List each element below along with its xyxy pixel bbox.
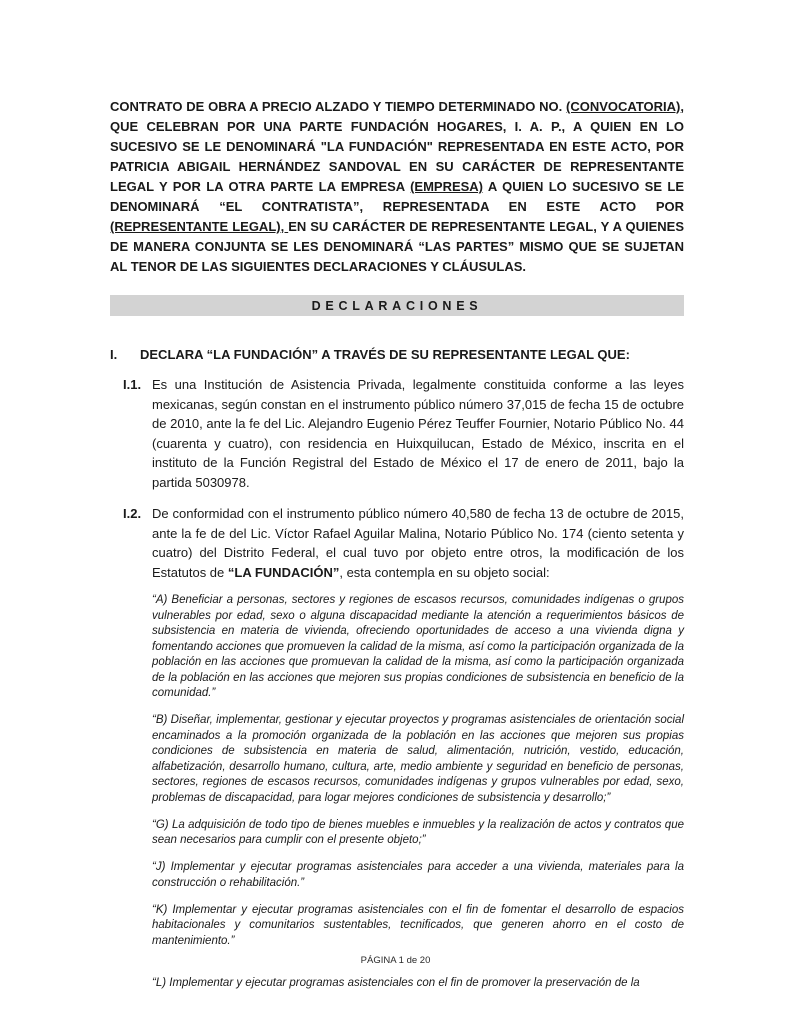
statute-quote-a: “A) Beneficiar a personas, sectores y regiones de escasos recursos, comunidades indígenas o grupos vulnerables por edad, sexo o alguna discapacidad mediante la atención a requerimientos básicos de subsistencia en materia de vivienda, ofreciendo oportunidades de acceso a una vivienda digna y fomentando acciones que promueven la calidad de la misma, así como la participación organizada de la población en las acciones que promuevan la calidad de la misma, así como la participación organizada de la población en las acciones que mejoren sus propias condiciones de subsistencia en beneficio de la comunidad.” <box>152 594 684 699</box>
item-i2-text <box>152 504 684 582</box>
item-i1-number: I.1. <box>123 377 142 392</box>
item-i2-text-before: De conformidad con el instrumento público número 40,580 de fecha 13 de octubre de 2015, ante la fe de del Lic. Víctor Rafael Aguilar Malina, Notario Público No. 174 (ciento setenta y cuatro) del Distrito Federal, el cual tuvo por objeto entre otros, la modificación de los Estatutos de <box>152 506 684 580</box>
section-1-number: I. <box>110 347 118 362</box>
page-number-label: PÁGINA 1 de 20 <box>360 955 431 966</box>
intro-representante-legal-underlined: (REPRESENTANTE LEGAL), <box>110 219 289 234</box>
item-i2-number: I.2. <box>123 506 142 521</box>
statute-quote-g: “G) La adquisición de todo tipo de bienes muebles e inmuebles y la realización de actos y contratos que sean necesarios para cumplir con el presente objeto;” <box>152 818 684 846</box>
intro-seg-5: A QUIEN LO SUCESIVO SE LE DENOMINARÁ “EL CONTRATISTA”, REPRESENTADA EN ESTE ACTO POR <box>110 179 684 214</box>
declaraciones-title: DECLARACIONES <box>311 299 483 313</box>
intro-seg-7: EN SU CARÁCTER DE REPRESENTANTE LEGAL, Y A QUIENES DE MANERA CONJUNTA SE LES DENOMINARÁ “LAS PARTES” MISMO QUE SE SUJETAN AL TENOR DE LAS SIGUIENTES DECLARACIONES Y CLÁUSULAS. <box>110 219 684 274</box>
intro-seg-3: , QUE CELEBRAN POR UNA PARTE FUNDACIÓN HOGARES, I. A. P., A QUIEN EN LO SUCESIVO SE LE DENOMINARÁ "LA FUNDACIÓN" REPRESENTADA EN ESTE ACTO, POR PATRICIA ABIGAIL HERNÁNDEZ SANDOVAL EN SU CARÁCTER DE REPRESENTANTE LEGAL Y POR LA OTRA PARTE LA EMPRESA <box>110 99 684 194</box>
declaration-item-i2 <box>110 504 684 582</box>
statute-quote-b: “B) Diseñar, implementar, gestionar y ejecutar proyectos y programas asistenciales de orientación social encaminados a la promoción organizada de la población en las acciones que mejoren sus propias condiciones de subsistencia en materia de salud, alimentación, nutrición, vestido, educación, alfabetización, desarrollo humano, cultura, arte, medio ambiente y seguridad en beneficio de personas, sectores, regiones de escasos recursos, comunidades indígenas y grupos vulnerables por edad, sexo, problemas de discapacidad, para logar mejores condiciones de subsistencia y desarrollo;” <box>152 714 684 804</box>
statute-quote-l: “L) Implementar y ejecutar programas asistenciales con el fin de promover la preservación de la <box>152 977 640 989</box>
intro-seg-1: CONTRATO DE OBRA A PRECIO ALZADO Y TIEMPO DETERMINADO NO. <box>110 99 567 114</box>
declaraciones-section-bar <box>110 295 684 316</box>
declaration-item-i1 <box>110 375 684 492</box>
section-1-title: DECLARA “LA FUNDACIÓN” A TRAVÉS DE SU REPRESENTANTE LEGAL QUE: <box>140 347 630 362</box>
item-i2-text-after: , esta contempla en su objeto social: <box>339 564 550 580</box>
statute-quote-k: “K) Implementar y ejecutar programas asistenciales con el fin de fomentar el desarrollo de espacios habitacionales y comunitarios sustentables, tecnificados, que generen ahorro en el costo de mantenimiento.” <box>152 903 684 947</box>
item-i2-la-fundacion-bold: “LA FUNDACIÓN” <box>227 564 340 580</box>
item-i1-text: Es una Institución de Asistencia Privada, legalmente constituida conforme a las leyes mexicanas, según constan en el instrumento público número 37,015 de fecha 15 de octubre de 2010, ante la fe del Lic. Alejandro Eugenio Pérez Teuffer Fournier, Notario Público No. 44 (cuarenta y cuatro), con residencia en Huixquilucan, Estado de México, inscrita en el instituto de la Función Registral del Estado de México el 17 de enero de 2011, bajo la partida 5030978. <box>152 377 684 490</box>
page-footer <box>0 955 791 966</box>
intro-paragraph <box>110 97 684 277</box>
intro-empresa-underlined: (EMPRESA) <box>410 179 484 194</box>
statute-quote-j: “J) Implementar y ejecutar programas asistenciales para acceder a una vivienda, materiales para la construcción o rehabilitación.” <box>152 861 684 889</box>
section-1-heading <box>110 346 684 363</box>
intro-convocatoria-underlined: (CONVOCATORIA) <box>566 99 681 114</box>
